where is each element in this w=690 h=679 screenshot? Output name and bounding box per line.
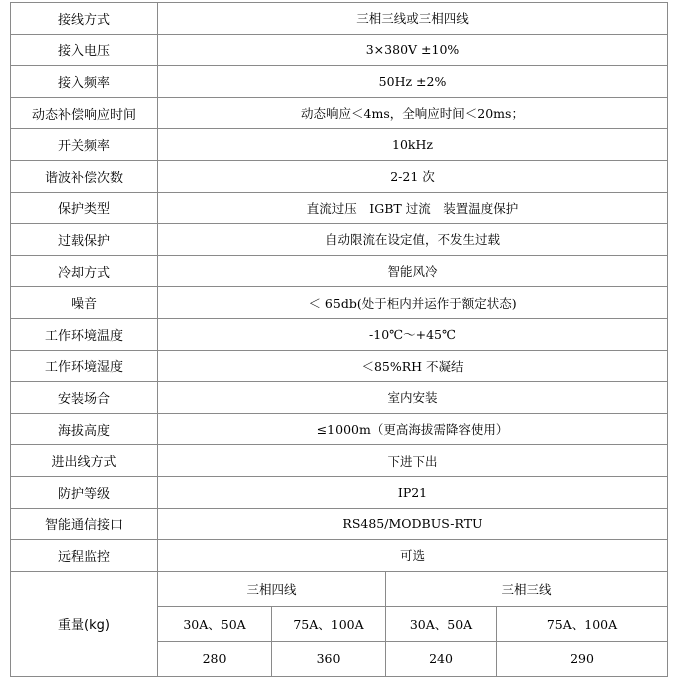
- weight-value-cell: 290: [497, 641, 668, 676]
- spec-value: 室内安装: [158, 382, 668, 414]
- spec-value: ≤1000m（更高海拔需降容使用）: [158, 413, 668, 445]
- spec-row: [11, 129, 668, 161]
- weight-value-cell: 240: [386, 641, 497, 676]
- weight-current-cell: 75A、100A: [272, 606, 386, 641]
- spec-value: ＜85%RH 不凝结: [158, 350, 668, 382]
- spec-label: 噪音: [11, 287, 158, 319]
- weight-label: 重量(kg): [11, 571, 158, 676]
- spec-row: [11, 255, 668, 287]
- spec-value: 可选: [158, 540, 668, 572]
- spec-label: 进出线方式: [11, 445, 158, 477]
- weight-current-cell: 30A、50A: [158, 606, 272, 641]
- spec-label: 动态补偿响应时间: [11, 97, 158, 129]
- weight-group-four-wire: 三相四线: [158, 571, 386, 606]
- spec-value: ＜ 65db(处于柜内并运作于额定状态): [158, 287, 668, 319]
- spec-value: -10℃～+45℃: [158, 318, 668, 350]
- spec-value: 3×380V ±10%: [158, 34, 668, 66]
- weight-current-cell: 75A、100A: [497, 606, 668, 641]
- weight-group-row: [11, 571, 668, 606]
- spec-label: 开关频率: [11, 129, 158, 161]
- spec-value: 2-21 次: [158, 160, 668, 192]
- spec-label: 保护类型: [11, 192, 158, 224]
- spec-value: 直流过压 IGBT 过流 装置温度保护: [158, 192, 668, 224]
- spec-label: 接入频率: [11, 66, 158, 98]
- spec-label: 安装场合: [11, 382, 158, 414]
- spec-label: 防护等级: [11, 476, 158, 508]
- spec-table-body: [11, 3, 668, 677]
- weight-current-cell: 30A、50A: [386, 606, 497, 641]
- spec-label: 远程监控: [11, 540, 158, 572]
- spec-label: 接线方式: [11, 3, 158, 35]
- spec-value: 三相三线或三相四线: [158, 3, 668, 35]
- spec-label: 谐波补偿次数: [11, 160, 158, 192]
- spec-label: 过载保护: [11, 224, 158, 256]
- spec-label: 智能通信接口: [11, 508, 158, 540]
- spec-row: [11, 476, 668, 508]
- spec-row: [11, 508, 668, 540]
- spec-row: [11, 34, 668, 66]
- spec-label: 冷却方式: [11, 255, 158, 287]
- spec-label: 工作环境湿度: [11, 350, 158, 382]
- spec-value: 下进下出: [158, 445, 668, 477]
- spec-row: [11, 192, 668, 224]
- spec-row: [11, 382, 668, 414]
- spec-row: [11, 318, 668, 350]
- spec-table: [10, 2, 668, 677]
- spec-row: [11, 287, 668, 319]
- spec-label: 接入电压: [11, 34, 158, 66]
- spec-label: 工作环境温度: [11, 318, 158, 350]
- spec-value: 动态响应＜4ms，全响应时间＜20ms；: [158, 97, 668, 129]
- spec-row: [11, 540, 668, 572]
- weight-group-three-wire: 三相三线: [386, 571, 668, 606]
- spec-row: [11, 445, 668, 477]
- spec-row: [11, 224, 668, 256]
- spec-row: [11, 350, 668, 382]
- weight-value-cell: 360: [272, 641, 386, 676]
- spec-value: RS485/MODBUS-RTU: [158, 508, 668, 540]
- spec-row: [11, 160, 668, 192]
- spec-row: [11, 413, 668, 445]
- spec-value: 自动限流在设定值，不发生过载: [158, 224, 668, 256]
- spec-value: 10kHz: [158, 129, 668, 161]
- spec-row: [11, 66, 668, 98]
- spec-row: [11, 97, 668, 129]
- spec-value: 50Hz ±2%: [158, 66, 668, 98]
- spec-value: IP21: [158, 476, 668, 508]
- spec-label: 海拔高度: [11, 413, 158, 445]
- spec-row: [11, 3, 668, 35]
- spec-value: 智能风冷: [158, 255, 668, 287]
- weight-value-cell: 280: [158, 641, 272, 676]
